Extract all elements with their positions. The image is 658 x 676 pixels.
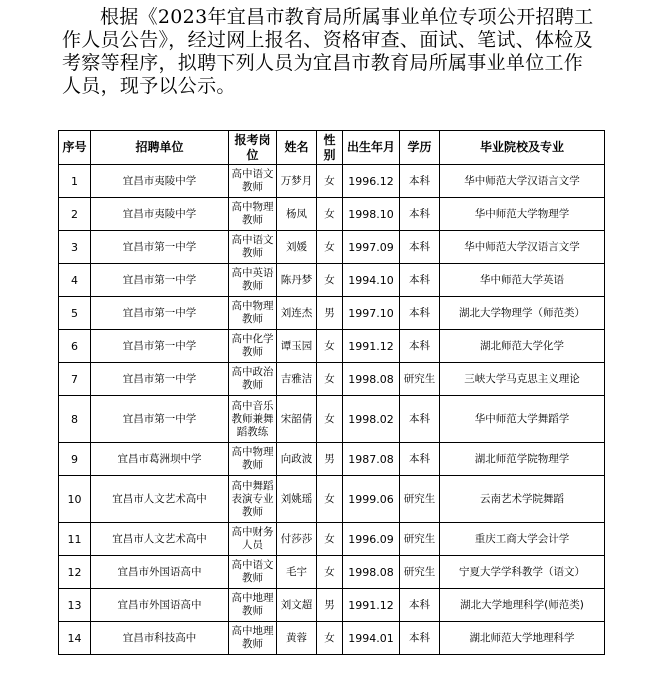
cell-birth: 1996.09 [343, 523, 400, 556]
cell-school: 华中师范大学物理学 [440, 198, 605, 231]
cell-birth: 1997.10 [343, 297, 400, 330]
cell-unit: 宜昌市第一中学 [91, 330, 229, 363]
cell-name: 刘文超 [277, 589, 317, 622]
table-row [59, 297, 605, 330]
cell-school: 湖北大学地理科学(师范类) [440, 589, 605, 622]
cell-unit: 宜昌市第一中学 [91, 264, 229, 297]
cell-school: 华中师范大学英语 [440, 264, 605, 297]
cell-degree: 研究生 [400, 523, 440, 556]
cell-birth: 1987.08 [343, 443, 400, 476]
cell-no: 1 [59, 165, 91, 198]
cell-name: 谭玉园 [277, 330, 317, 363]
cell-birth: 1994.10 [343, 264, 400, 297]
cell-position: 高中政治教师 [229, 363, 277, 396]
cell-gender: 女 [317, 363, 343, 396]
cell-no: 7 [59, 363, 91, 396]
table-row [59, 330, 605, 363]
header-position: 报考岗位 [229, 131, 277, 165]
header-name: 姓名 [277, 131, 317, 165]
cell-unit: 宜昌市第一中学 [91, 231, 229, 264]
cell-no: 6 [59, 330, 91, 363]
cell-no: 5 [59, 297, 91, 330]
table-row [59, 165, 605, 198]
table-row [59, 396, 605, 443]
cell-degree: 本科 [400, 396, 440, 443]
table-row [59, 476, 605, 523]
cell-gender: 男 [317, 589, 343, 622]
cell-degree: 本科 [400, 443, 440, 476]
header-birth: 出生年月 [343, 131, 400, 165]
table-row [59, 556, 605, 589]
table-header-row [59, 131, 605, 165]
cell-unit: 宜昌市第一中学 [91, 396, 229, 443]
cell-gender: 女 [317, 231, 343, 264]
cell-no: 13 [59, 589, 91, 622]
cell-degree: 研究生 [400, 556, 440, 589]
cell-name: 陈丹梦 [277, 264, 317, 297]
cell-unit: 宜昌市科技高中 [91, 622, 229, 655]
cell-school: 华中师范大学舞蹈学 [440, 396, 605, 443]
cell-unit: 宜昌市夷陵中学 [91, 198, 229, 231]
cell-name: 杨凤 [277, 198, 317, 231]
cell-no: 11 [59, 523, 91, 556]
table-row [59, 523, 605, 556]
cell-position: 高中地理教师 [229, 589, 277, 622]
cell-position: 高中语文教师 [229, 231, 277, 264]
cell-name: 刘连杰 [277, 297, 317, 330]
cell-position: 高中语文教师 [229, 165, 277, 198]
cell-degree: 研究生 [400, 363, 440, 396]
cell-gender: 女 [317, 264, 343, 297]
cell-birth: 1996.12 [343, 165, 400, 198]
cell-birth: 1998.10 [343, 198, 400, 231]
cell-gender: 女 [317, 622, 343, 655]
announcement-intro: 根据《2023年宜昌市教育局所属事业单位专项公开招聘工作人员公告》，经过网上报名、资格审查、面试、笔试、体检及考察等程序，拟聘下列人员为宜昌市教育局所属事业单位工作人员，现予以公示。 [62, 6, 594, 97]
cell-position: 高中财务人员 [229, 523, 277, 556]
table-row [59, 264, 605, 297]
cell-no: 12 [59, 556, 91, 589]
hire-list-table [58, 130, 605, 655]
cell-position: 高中物理教师 [229, 297, 277, 330]
table-row [59, 198, 605, 231]
cell-degree: 本科 [400, 297, 440, 330]
header-unit: 招聘单位 [91, 131, 229, 165]
cell-position: 高中舞蹈表演专业教师 [229, 476, 277, 523]
cell-gender: 女 [317, 198, 343, 231]
cell-school: 重庆工商大学会计学 [440, 523, 605, 556]
cell-degree: 本科 [400, 264, 440, 297]
cell-no: 3 [59, 231, 91, 264]
cell-name: 万梦月 [277, 165, 317, 198]
cell-name: 宋韶倩 [277, 396, 317, 443]
cell-position: 高中物理教师 [229, 198, 277, 231]
cell-name: 付莎莎 [277, 523, 317, 556]
cell-birth: 1997.09 [343, 231, 400, 264]
cell-degree: 本科 [400, 589, 440, 622]
cell-school: 云南艺术学院舞蹈 [440, 476, 605, 523]
cell-gender: 女 [317, 330, 343, 363]
cell-birth: 1998.02 [343, 396, 400, 443]
cell-name: 刘媛 [277, 231, 317, 264]
cell-gender: 男 [317, 297, 343, 330]
cell-unit: 宜昌市葛洲坝中学 [91, 443, 229, 476]
cell-school: 湖北大学物理学（师范类） [440, 297, 605, 330]
cell-school: 三峡大学马克思主义理论 [440, 363, 605, 396]
cell-degree: 本科 [400, 165, 440, 198]
table-row [59, 363, 605, 396]
cell-no: 8 [59, 396, 91, 443]
cell-name: 刘姚瑶 [277, 476, 317, 523]
cell-school: 华中师范大学汉语言文学 [440, 231, 605, 264]
cell-degree: 本科 [400, 198, 440, 231]
cell-name: 向政波 [277, 443, 317, 476]
cell-position: 高中物理教师 [229, 443, 277, 476]
cell-position: 高中英语教师 [229, 264, 277, 297]
cell-gender: 女 [317, 523, 343, 556]
cell-unit: 宜昌市外国语高中 [91, 556, 229, 589]
cell-degree: 研究生 [400, 476, 440, 523]
header-gender: 性别 [317, 131, 343, 165]
table-row [59, 589, 605, 622]
cell-school: 湖北师范大学地理科学 [440, 622, 605, 655]
table-row [59, 443, 605, 476]
cell-birth: 1998.08 [343, 363, 400, 396]
cell-no: 2 [59, 198, 91, 231]
cell-no: 4 [59, 264, 91, 297]
table-row [59, 622, 605, 655]
header-no: 序号 [59, 131, 91, 165]
header-school: 毕业院校及专业 [440, 131, 605, 165]
cell-birth: 1994.01 [343, 622, 400, 655]
cell-name: 毛宇 [277, 556, 317, 589]
cell-unit: 宜昌市人文艺术高中 [91, 523, 229, 556]
cell-school: 华中师范大学汉语言文学 [440, 165, 605, 198]
header-degree: 学历 [400, 131, 440, 165]
cell-gender: 女 [317, 165, 343, 198]
cell-gender: 女 [317, 556, 343, 589]
cell-birth: 1998.08 [343, 556, 400, 589]
cell-name: 吉雅洁 [277, 363, 317, 396]
cell-unit: 宜昌市第一中学 [91, 297, 229, 330]
cell-unit: 宜昌市夷陵中学 [91, 165, 229, 198]
cell-birth: 1991.12 [343, 589, 400, 622]
cell-unit: 宜昌市第一中学 [91, 363, 229, 396]
table-row [59, 231, 605, 264]
cell-gender: 男 [317, 443, 343, 476]
cell-degree: 本科 [400, 622, 440, 655]
cell-school: 宁夏大学学科教学（语文） [440, 556, 605, 589]
cell-gender: 女 [317, 396, 343, 443]
cell-school: 湖北师范大学化学 [440, 330, 605, 363]
cell-school: 湖北师范学院物理学 [440, 443, 605, 476]
cell-no: 14 [59, 622, 91, 655]
cell-birth: 1991.12 [343, 330, 400, 363]
cell-position: 高中地理教师 [229, 622, 277, 655]
cell-degree: 本科 [400, 231, 440, 264]
cell-position: 高中语文教师 [229, 556, 277, 589]
cell-name: 黄蓉 [277, 622, 317, 655]
cell-birth: 1999.06 [343, 476, 400, 523]
cell-position: 高中化学教师 [229, 330, 277, 363]
cell-no: 9 [59, 443, 91, 476]
cell-no: 10 [59, 476, 91, 523]
cell-unit: 宜昌市人文艺术高中 [91, 476, 229, 523]
cell-gender: 女 [317, 476, 343, 523]
cell-position: 高中音乐教师兼舞蹈教练 [229, 396, 277, 443]
cell-unit: 宜昌市外国语高中 [91, 589, 229, 622]
cell-degree: 本科 [400, 330, 440, 363]
